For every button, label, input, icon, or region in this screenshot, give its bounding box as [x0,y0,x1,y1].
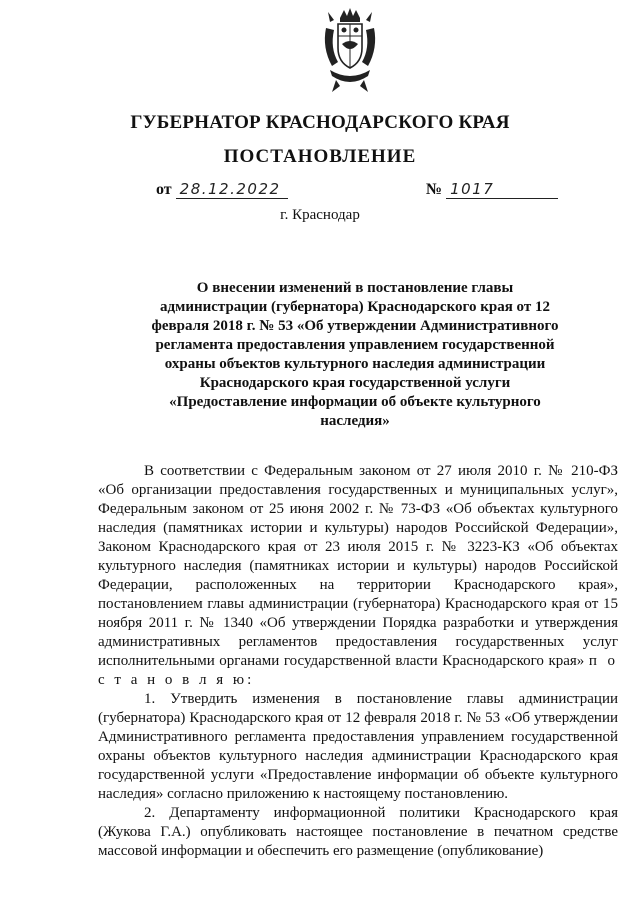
date-label: от [156,181,172,198]
issuer-title: ГУБЕРНАТОР КРАСНОДАРСКОГО КРАЯ [130,112,510,133]
item-2-paragraph: 2. Департаменту информационной политики Краснодарского края (Жукова Г.А.) опубликовать настоящее постановление в печатном средстве массовой информации и обеспечить его размещение (опубликование) [98,805,618,859]
document-type: ПОСТАНОВЛЕНИЕ [223,146,417,167]
document-body [98,462,618,861]
preamble-text: В соответствии с Федеральным законом от 27 июля 2010 г. № 210-ФЗ «Об организации предоставления государственных и муниципальных услуг», Федеральным законом от 25 июня 2002 г. № 73-ФЗ «Об объектах культурного наследия (памятниках истории и культуры) народов Российской Федерации», Законом Краснодарского края от 23 июля 2015 г. № 3223-КЗ «Об объектах культурного наследия (памятниках истории и культуры) народов Российской Федерации, расположенных на территории Краснодарского края», постановлением главы администрации (губернатора) Краснодарского края от 15 ноября 2011 г. № 1340 «Об утверждении Порядка разработки и утверждения административных регламентов предоставления государственных услуг исполнительными органами государственной власти Краснодарского края» [98,463,618,669]
document-subject: О внесении изменений в постановление главы администрации (губернатора) Краснодарского края от 12 февраля 2018 г. № 53 «Об утверждении Административного регламента предоставления управлением государственной охраны объектов культурного наследия администрации Краснодарского края государственной услуги «Предоставление информации об объекте культурного наследия» [151,280,559,429]
number-value: 1017 [446,180,558,199]
preamble-paragraph [98,462,618,690]
date-row [156,180,288,199]
date-value: 28.12.2022 [176,180,288,199]
number-row [426,180,558,199]
coat-of-arms-icon [318,8,382,96]
city: г. Краснодар [280,207,360,223]
decree-word: п о с т а н о в л я ю: [98,653,618,688]
number-label: № [426,181,443,198]
item-1-paragraph: 1. Утвердить изменения в постановление главы администрации (губернатора) Краснодарского края от 12 февраля 2018 г. № 53 «Об утверждении Административного регламента предоставления управлением государственной охраны объектов культурного наследия администрации Краснодарского края государственной услуги «Предоставление информации об объекте культурного наследия» согласно приложению к настоящему постановлению. [98,691,618,802]
